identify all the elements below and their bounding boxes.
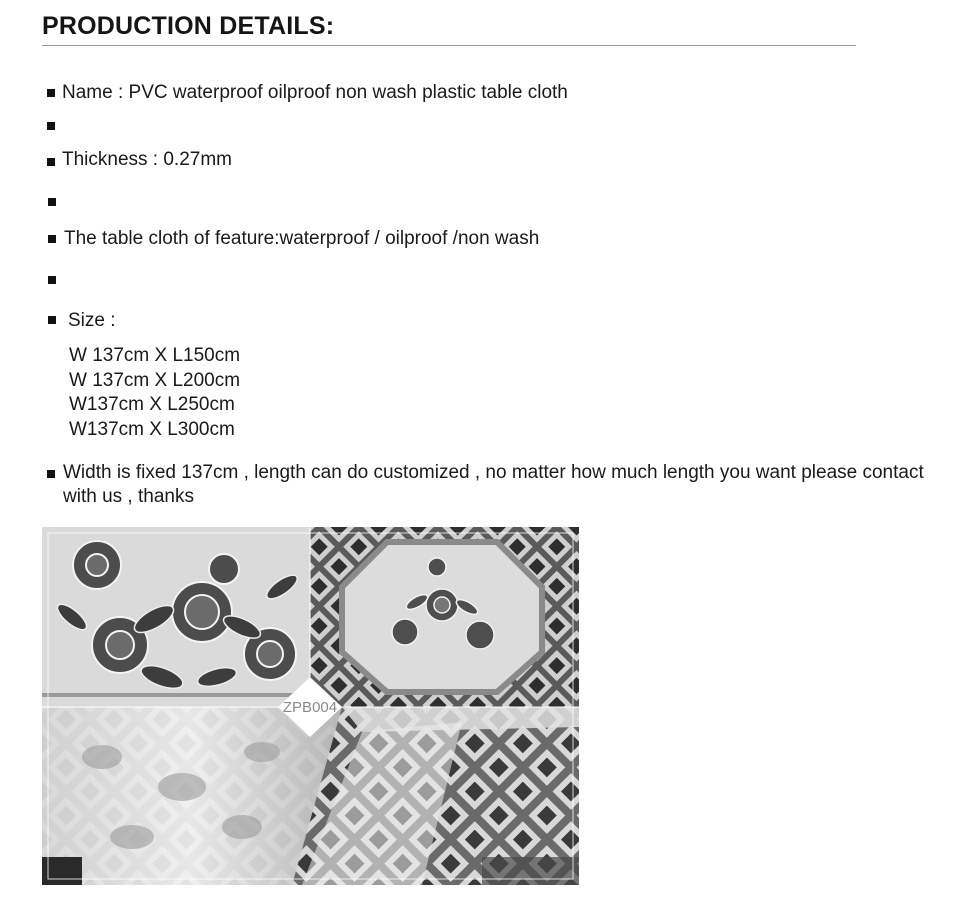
- bullet-icon: [47, 470, 55, 478]
- size-option: W137cm X L250cm: [69, 394, 235, 415]
- bullet-icon: [48, 316, 56, 324]
- size-option: W 137cm X L150cm: [69, 345, 241, 366]
- bullet-icon: [47, 89, 55, 97]
- lattice-pattern-panel: [310, 527, 579, 707]
- title-divider: [42, 45, 856, 46]
- rose-pattern-panel: [42, 527, 310, 707]
- product-code-label: ZPB004: [282, 699, 338, 716]
- size-option: W137cm X L300cm: [69, 419, 235, 440]
- detail-size-label: Size :: [68, 310, 116, 331]
- detail-name: Name : PVC waterproof oilproof non wash plastic table cloth: [62, 82, 568, 103]
- product-photo: [42, 527, 579, 885]
- bullet-icon: [48, 235, 56, 243]
- section-title: PRODUCTION DETAILS:: [42, 12, 335, 40]
- detail-note: Width is fixed 137cm , length can do customized , no matter how much length you want please contact with us , thanks: [63, 462, 924, 507]
- bullet-icon: [47, 158, 55, 166]
- bullet-icon: [48, 198, 56, 206]
- bullet-icon: [47, 122, 55, 130]
- detail-thickness: Thickness : 0.27mm: [62, 149, 232, 170]
- size-option: W 137cm X L200cm: [69, 370, 241, 391]
- detail-feature: The table cloth of feature:waterproof / oilproof /non wash: [64, 228, 540, 249]
- bullet-icon: [48, 276, 56, 284]
